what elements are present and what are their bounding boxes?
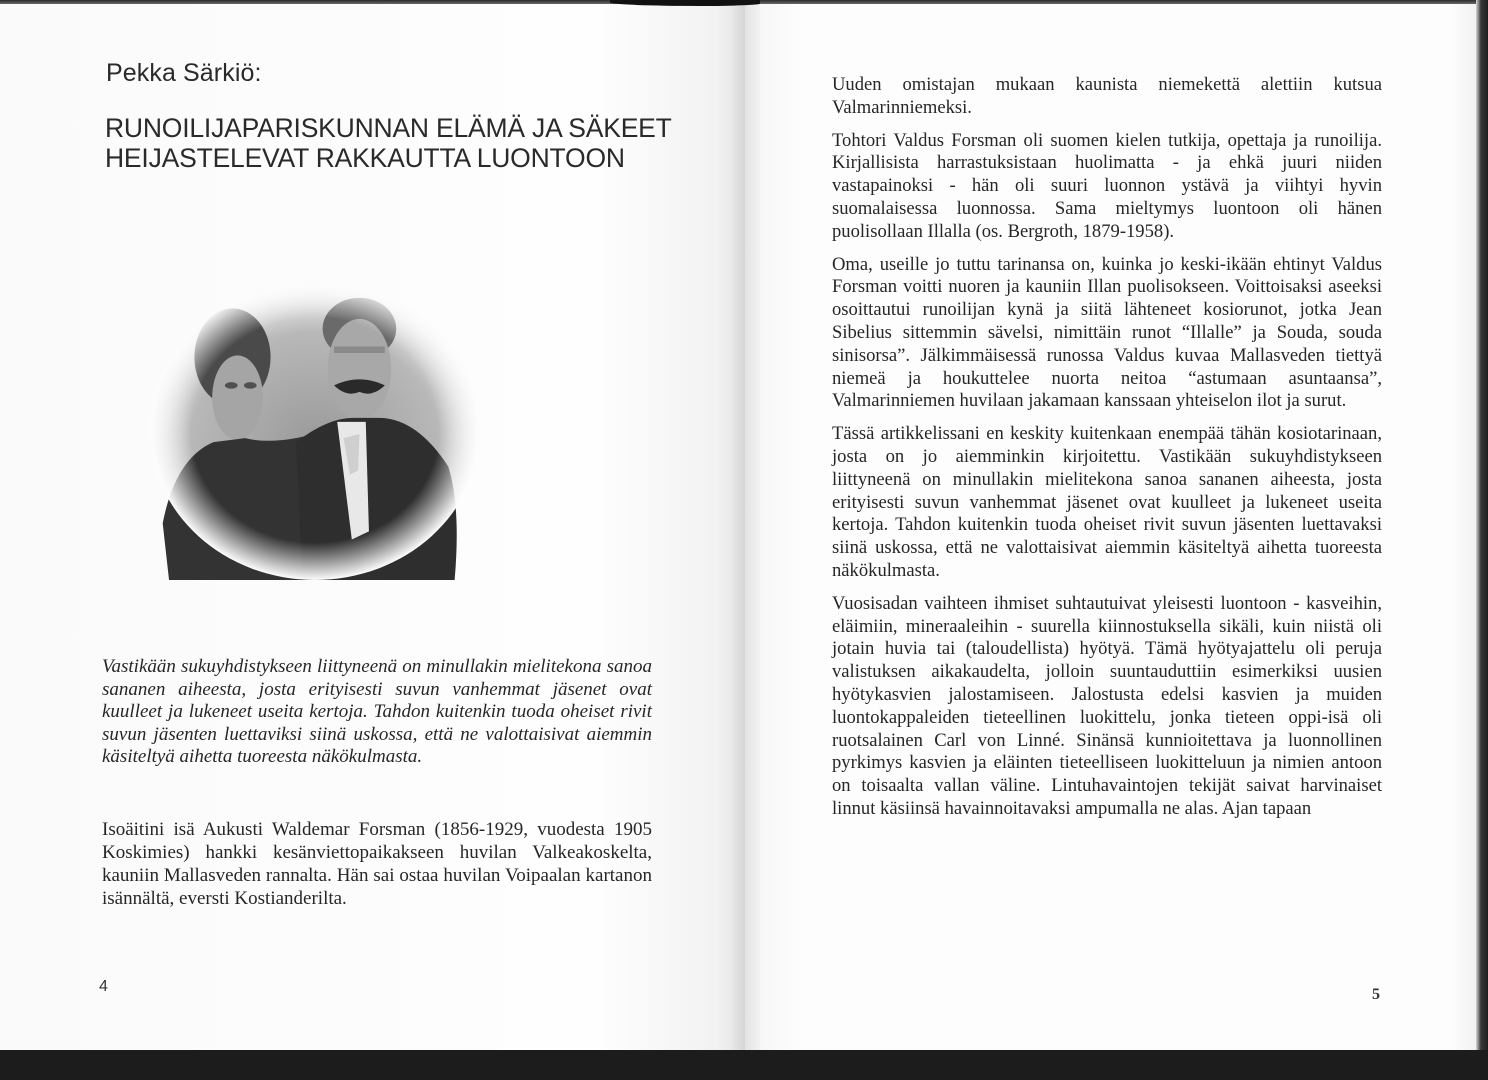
paragraph: Tohtori Valdus Forsman oli suomen kielen tutkija, opettaja ja runoilija. Kirjallisista harrastuksistaan huolimatta - ja ehkä juuri niiden vastapainoksi - hän oli suuri luonnon ystävä ja viihtyi hyvin suomalaisessa luonnossa. Sama mieltymys luontoon oli hänen puolisollaan Illalla (os. Bergroth, 1879-1958). bbox=[832, 129, 1382, 242]
article-title bbox=[105, 113, 745, 173]
portrait-image bbox=[150, 280, 480, 580]
scan-right-edge bbox=[1476, 0, 1488, 1050]
article-author: Pekka Särkiö: bbox=[106, 59, 262, 87]
title-line: HEIJASTELEVAT RAKKAUTTA LUONTOON bbox=[105, 143, 625, 173]
page-number-left: 4 bbox=[99, 978, 108, 995]
paragraph: Vuosisadan vaihteen ihmiset suhtautuivat yleisesti luontoon - kasveihin, eläimiin, mineraaleihin - suurella kiinnostuksella sikäli, kuin niistä oli jotain huvia tai (taloudellista) hyötyä. Tämä hyötyajattelu oli peruja valistuksen aikakaudelta, jolloin suuntauduttiin esimerkiksi uusien hyötykasvien jalostamiseen. Jalostusta edelsi kasvien ja muiden luontokappaleiden tieteellinen luokittelu, jonka tieteen oppi-isä oli ruotsalainen Carl von Linné. Sinänsä kunnioitettava ja luonnollinen pyrkimys kasvien ja eläinten tieteelliseen luokitteluun ja nimien antoon on toisaalta vallan väline. Lintuhavaintojen tekijät saivat harvinaiset linnut käsiinsä havainnoitavaksi ampumalla ne alas. Ajan tapaan bbox=[832, 592, 1382, 819]
right-column bbox=[832, 74, 1382, 831]
paragraph: Tässä artikkelissani en keskity kuitenkaan enempää tähän kosiotarinaan, josta on jo aiemminkin kirjoitettu. Vastikään sukuyhdistykseen liittyneenä on minullakin mielitekona sanoa sananen aiheesta, josta erityisesti suvun vanhemmat jäsenet ovat kuulleet ja lukeneet useita kertoja. Tahdon kuitenkin tuoda oheiset rivit suvun jäsenten luettavaksi siinä uskossa, että ne valottaisivat aiemmin käsiteltyä aihetta tuoreesta näkökulmasta. bbox=[832, 423, 1382, 581]
page-number-right: 5 bbox=[1372, 986, 1380, 1003]
scan-bottom-edge bbox=[0, 1050, 1488, 1080]
left-body-paragraph bbox=[102, 818, 652, 910]
lead-text: Vastikään sukuyhdistykseen liittyneenä on minullakin mielitekona sanoa sananen aiheesta, josta erityisesti suvun vanhemmat jäsenet ovat kuulleet ja lukeneet useita kertoja. Tahdon kuitenkin tuoda oheiset rivit suvun jäsenten luettaviksi siinä uskossa, että ne valottaisivat aiemmin käsiteltyä aihetta tuoreesta näkökulmasta. bbox=[102, 656, 652, 767]
scan-top-edge bbox=[0, 0, 1488, 4]
title-line: RUNOILIJAPARISKUNNAN ELÄMÄ JA SÄKEET bbox=[105, 113, 672, 143]
paragraph: Oma, useille jo tuttu tarinansa on, kuinka jo keski-ikään ehtinyt Valdus Forsman voitti nuoren ja kauniin Illan puolisokseen. Voittoisaksi aseeksi osoittautui runoilijan kynä ja siitä lähteneet kosiorunot, jotka Jean Sibelius sittemmin sävelsi, nimittäin runot “Illalle” ja Souda, souda sinisorsa”. Jälkimmäisessä runossa Valdus kuvaa Mallasveden tiettyä niemeä ja houkuttelee nuorta neitoa “astumaan asuntaansa”, Valmarinniemen huvilaan jakamaan kanssaan yhteiselon ilot ja surut. bbox=[832, 253, 1382, 412]
body-text: Isoäitini isä Aukusti Waldemar Forsman (1856-1929, vuodesta 1905 Koskimies) hankki kesänviettopaikakseen huvilan Valkeakoskelta, kauniin Mallasveden rannalta. Hän sai ostaa huvilan Voipaalan kartanon isännältä, eversti Kostianderilta. bbox=[102, 819, 652, 909]
lead-paragraph bbox=[102, 656, 652, 769]
portrait-photo bbox=[150, 280, 480, 580]
paragraph: Uuden omistajan mukaan kaunista niemekettä alettiin kutsua Valmarinniemeksi. bbox=[832, 74, 1382, 118]
